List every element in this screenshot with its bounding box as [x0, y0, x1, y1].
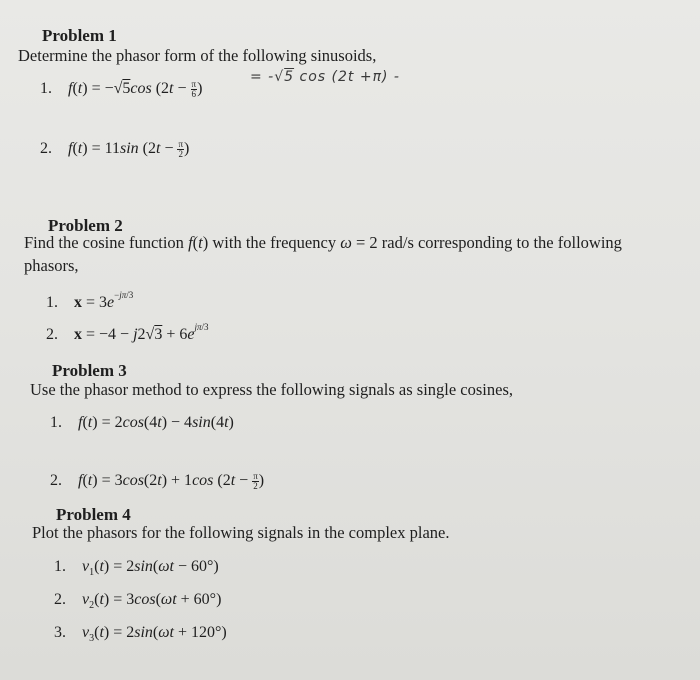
- problem-2-prompt-line-1: Find the cosine function f(t) with the frequency ω = 2 rad/s corresponding to the following: [24, 233, 622, 252]
- problem-1-item-2: 2. f(t) = 11sin (2t − $\frac{\pi}{2}$ ): [40, 139, 190, 159]
- problem-4-item-3: 3. $v_3(t) = 2\sin(\omega t + 120^\circ)$: [54, 624, 227, 645]
- problem-3-item-2: 2. f(t) = 3cos(2t) + 1cos (2t − $\frac{\pi}{2}$ ): [50, 471, 265, 491]
- problem-2-prompt-line-2: phasors,: [24, 256, 79, 275]
- problem-4-title: Problem 4: [56, 505, 131, 524]
- problem-3-prompt: Use the phasor method to express the following signals as single cosines,: [30, 380, 514, 399]
- problem-3-title: Problem 3: [52, 361, 127, 380]
- handwritten-answer: = -√5 cos (2t +π) -: [250, 69, 400, 85]
- problem-4-item-1: 1. $v_1(t) = 2\sin(\omega t - 60^\circ)$: [54, 558, 219, 579]
- problem-1-item-1: 1. f(t) = −√5cos (2t − $\frac{\pi}{6}$ ): [40, 79, 203, 99]
- problem-3-item-1: 1. f(t) = 2cos(4t) − 4sin(4t): [50, 414, 234, 431]
- problem-2-item-2: 2. $x = -4 - j2√3 + 6e^{j\pi/3}$: [46, 322, 209, 343]
- problem-2-title: Problem 2: [48, 216, 123, 235]
- problem-4-prompt: Plot the phasors for the following signals in the complex plane.: [32, 523, 450, 542]
- problem-2-item-1: 1. $x = 3e^{-j\pi/3}$: [46, 290, 134, 311]
- problem-1-prompt: Determine the phasor form of the following sinusoids,: [18, 46, 377, 65]
- problem-1-title: Problem 1: [42, 26, 117, 45]
- problem-4-item-2: 2. $v_2(t) = 3\cos(\omega t + 60^\circ)$: [54, 591, 222, 612]
